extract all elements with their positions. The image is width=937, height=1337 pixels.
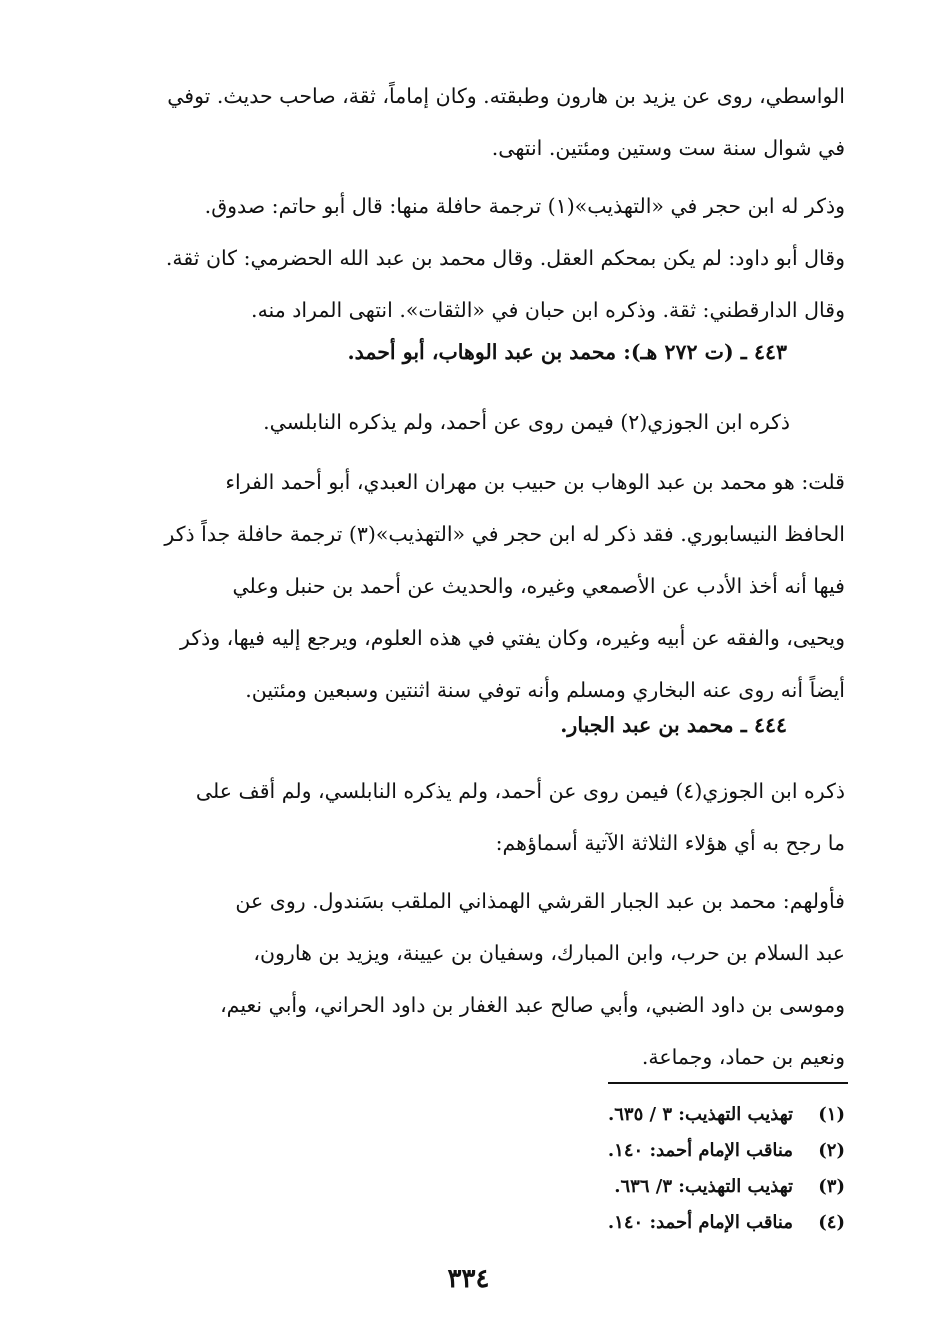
paragraph-5 (96, 765, 845, 869)
paragraph-3 (96, 396, 845, 448)
text-line: وقال الدارقطني: ثقة. وذكره ابن حبان في «الثقات». انتهى المراد منه. (251, 298, 845, 322)
paragraph-2 (96, 180, 845, 336)
entry-heading-443: ٤٤٣ ـ (ت ٢٧٢ هـ): محمد بن عبد الوهاب، أبو أحمد. (347, 340, 787, 364)
footnote-2 (545, 1133, 845, 1169)
footnote-number: (٣) (818, 1176, 845, 1197)
text-line: ذكره ابن الجوزي(٢) فيمن روى عن أحمد، ولم يذكره النابلسي. (263, 410, 790, 434)
footnote-text: مناقب الإمام أحمد: ١٤٠. (607, 1140, 793, 1161)
text-line: في شوال سنة ست وستين ومئتين. انتهى. (491, 136, 845, 160)
footnote-4 (545, 1205, 845, 1241)
footnote-text: تهذيب التهذيب: ٣ / ٦٣٥. (607, 1104, 793, 1125)
footnote-text: مناقب الإمام أحمد: ١٤٠. (607, 1212, 793, 1233)
text-line: أيضاً أنه روى عنه البخاري ومسلم وأنه توفي سنة اثنتين وسبعين ومئتين. (245, 678, 845, 702)
paragraph-6 (96, 875, 845, 1083)
text-line: ونعيم بن حماد، وجماعة. (641, 1045, 845, 1069)
entry-heading-444: ٤٤٤ ـ محمد بن عبد الجبار. (560, 713, 787, 737)
text-line: فأولهم: محمد بن عبد الجبار القرشي الهمذاني الملقب بسَندول. روى عن (235, 889, 845, 913)
text-line: الحافظ النيسابوري. فقد ذكر له ابن حجر في «التهذيب»(٣) ترجمة حافلة جداً ذكر (164, 522, 845, 546)
footnote-number: (١) (818, 1104, 845, 1125)
footnote-1 (545, 1097, 845, 1133)
text-line: وموسى بن داود الضبي، وأبي صالح عبد الغفار بن داود الحراني، وأبي نعيم، (220, 993, 845, 1017)
text-line: الواسطي، روى عن يزيد بن هارون وطبقته. وكان إماماً، ثقة، صاحب حديث. توفي (167, 84, 845, 108)
page-number: ٣٣٤ (447, 1264, 490, 1294)
text-line: فيها أنه أخذ الأدب عن الأصمعي وغيره، والحديث عن أحمد بن حنبل وعلي (232, 574, 845, 598)
text-line: وذكر له ابن حجر في «التهذيب»(١) ترجمة حافلة منها: قال أبو حاتم: صدوق. (204, 194, 845, 218)
paragraph-4 (96, 456, 845, 716)
footnote-text: تهذيب التهذيب: ٣/ ٦٣٦. (614, 1176, 793, 1197)
footnote-number: (٢) (818, 1140, 845, 1161)
footnote-3 (545, 1169, 845, 1205)
text-line: ويحيى، والفقه عن أبيه وغيره، وكان يفتي في هذه العلوم، ويرجع إليه فيها، وذكر (180, 626, 845, 650)
text-line: وقال أبو داود: لم يكن بمحكم العقل. وقال محمد بن عبد الله الحضرمي: كان ثقة. (165, 246, 845, 270)
footnote-separator (608, 1082, 848, 1084)
paragraph-1 (96, 70, 845, 174)
footnote-number: (٤) (818, 1212, 845, 1233)
text-line: ما رجح به أي هؤلاء الثلاثة الآتية أسماؤهم: (495, 831, 845, 855)
text-line: عبد السلام بن حرب، وابن المبارك، وسفيان بن عيينة، ويزيد بن هارون، (253, 941, 845, 965)
text-line: قلت: هو محمد بن عبد الوهاب بن حبيب بن مهران العبدي، أبو أحمد الفراء (225, 470, 845, 494)
text-line: ذكره ابن الجوزي(٤) فيمن روى عن أحمد، ولم يذكره النابلسي، ولم أقف على (195, 779, 845, 803)
